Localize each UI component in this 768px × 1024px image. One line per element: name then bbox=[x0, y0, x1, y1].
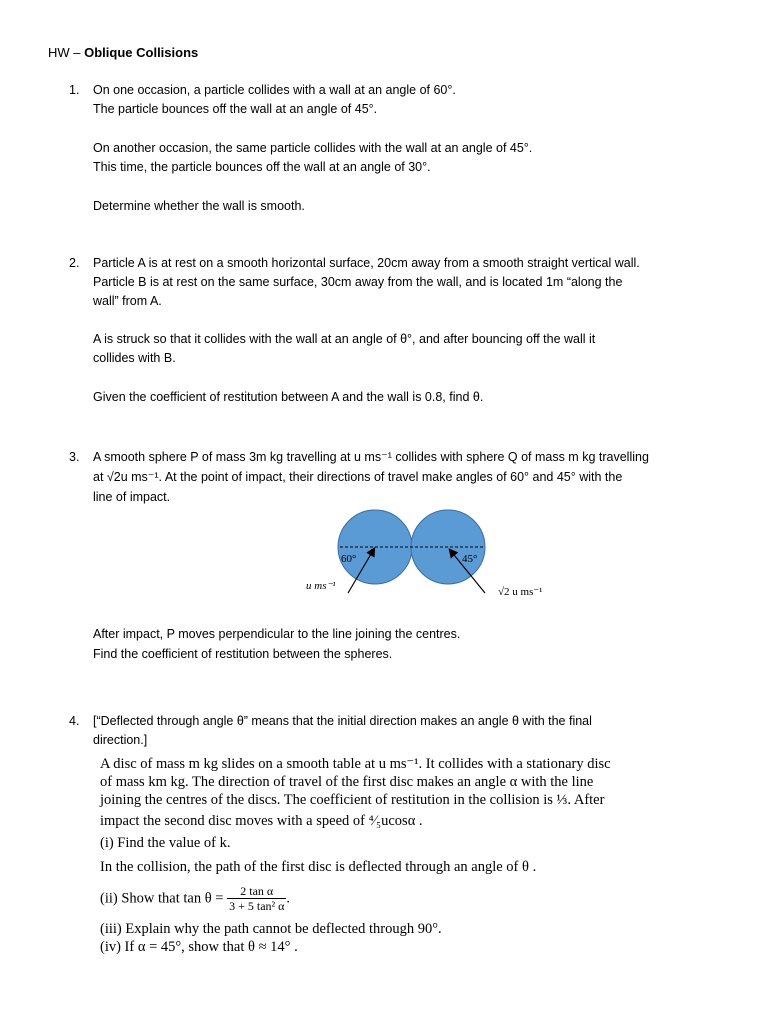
q2-line: Particle A is at rest on a smooth horizontal surface, 20cm away from a smooth straight vertical wall. bbox=[93, 256, 640, 270]
q1-line: Determine whether the wall is smooth. bbox=[93, 199, 305, 213]
q3-line: at √2u ms⁻¹. At the point of impact, their directions of travel make angles of 60° and 45° with the bbox=[93, 470, 623, 484]
q1-line: On another occasion, the same particle collides with the wall at an angle of 45°. bbox=[93, 141, 533, 155]
tan-fraction: $\frac{\text{2 tan α}}{\text{3 + 5 tan² α}}$ bbox=[229, 884, 285, 913]
q4-scanned-line: of mass km kg. The direction of travel of the first disc makes an angle α with the line bbox=[100, 774, 594, 790]
q3-line: After impact, P moves perpendicular to the line joining the centres. bbox=[93, 627, 461, 641]
q2-number: 2. bbox=[69, 256, 80, 270]
q2-line: collides with B. bbox=[93, 351, 176, 365]
q4-line: [“Deflected through angle θ” means that the initial direction makes an angle θ with the final bbox=[93, 714, 592, 728]
q4-scanned-line: (iv) If α = 45°, show that θ ≈ 14° . bbox=[100, 939, 298, 955]
q2-line: Particle B is at rest on the same surface, 30cm away from the wall, and is located 1m “along the bbox=[93, 275, 623, 289]
q4-number: 4. bbox=[69, 714, 80, 728]
speed-label-q: √2 u ms⁻¹ bbox=[498, 586, 543, 598]
q2-line: A is struck so that it collides with the wall at an angle of θ°, and after bouncing off the wall it bbox=[93, 332, 596, 346]
q4-tan-formula: (ii) Show that tan θ = $\frac{\text{2 tan α}}{\text{3 + 5 tan² α}}$ . bbox=[100, 884, 291, 913]
q2-line: wall” from A. bbox=[93, 294, 162, 308]
q4-scanned-line: In the collision, the path of the first disc is deflected through an angle of θ . bbox=[100, 859, 537, 875]
q1-line: The particle bounces off the wall at an angle of 45°. bbox=[93, 102, 378, 116]
q3-line: A smooth sphere P of mass 3m kg travelling at u ms⁻¹ collides with sphere Q of mass m kg travelling bbox=[93, 450, 649, 464]
q3-line: Find the coefficient of restitution between the spheres. bbox=[93, 647, 393, 661]
q4-scanned-line: impact the second disc moves with a speed of ⁴⁄₅ucosα . bbox=[100, 813, 423, 829]
q4-scanned-line: (i) Find the value of k. bbox=[100, 835, 231, 851]
q1-line: This time, the particle bounces off the wall at an angle of 30°. bbox=[93, 160, 431, 174]
q2-line: Given the coefficient of restitution between A and the wall is 0.8, find θ. bbox=[93, 390, 484, 404]
q1-number: 1. bbox=[69, 83, 80, 97]
q1-line: On one occasion, a particle collides with a wall at an angle of 60°. bbox=[93, 83, 456, 97]
q4-scanned-line: A disc of mass m kg slides on a smooth table at u ms⁻¹. It collides with a stationary disc bbox=[100, 756, 611, 772]
page-title: HW – Oblique Collisions bbox=[48, 45, 199, 60]
q4-line: direction.] bbox=[93, 733, 148, 747]
speed-label-p: u ms⁻¹ bbox=[306, 580, 336, 592]
q4-scanned-line: joining the centres of the discs. The coefficient of restitution in the collision is ⅓. After bbox=[100, 792, 605, 808]
angle-label-q: 45° bbox=[462, 553, 478, 565]
collision-diagram bbox=[290, 505, 580, 610]
q4-scanned-line: (iii) Explain why the path cannot be deflected through 90°. bbox=[100, 921, 442, 937]
q3-number: 3. bbox=[69, 450, 80, 464]
q3-line: line of impact. bbox=[93, 490, 171, 504]
angle-label-p: 60° bbox=[341, 553, 357, 565]
